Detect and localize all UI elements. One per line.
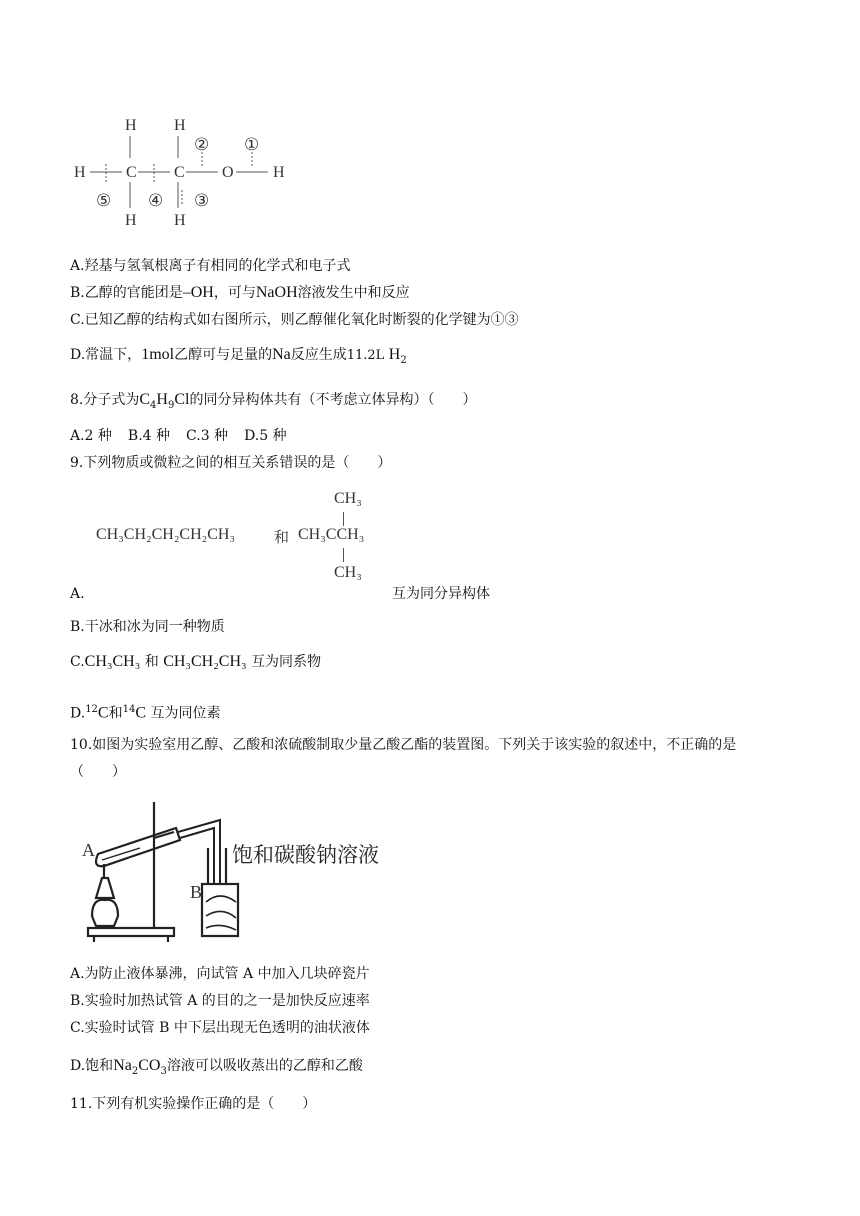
q10-d-na: Na — [113, 1057, 132, 1074]
q8-stem — [70, 390, 476, 416]
q9-a-text: 互为同分异构体 — [392, 586, 490, 602]
q10-option-c-text: C.实验时试管 B 中下层出现无色透明的油状液体 — [70, 1020, 370, 1036]
q9-d-label: D. — [70, 705, 86, 722]
q7-b-post: 溶液发生中和反应 — [297, 285, 410, 301]
q10-d-pre: D.饱和 — [70, 1058, 114, 1074]
q7-option-c-text: C.已知乙醇的结构式如右图所示，则乙醇催化氧化时断裂的化学键为①③ — [70, 312, 519, 328]
q8-option-a: A.2 种 — [70, 428, 112, 444]
q8-stem-pre: 8.分子式为 — [70, 392, 140, 408]
q7-d-h-sub: 2 — [400, 354, 407, 366]
q10-stem-paren: （ ） — [70, 764, 126, 780]
q9-structure-bottom: CH₃ — [334, 564, 362, 581]
atom-o: O — [222, 164, 234, 181]
q10-option-d — [70, 1056, 363, 1082]
q8-options — [70, 426, 287, 446]
atom-c-2: C — [174, 164, 185, 181]
q9-d-sup-14: 14 — [122, 704, 136, 715]
q9-a-label: A. — [70, 586, 85, 602]
q10-d-post: 溶液可以吸收蒸出的乙醇和乙酸 — [166, 1058, 363, 1074]
q10-stem-text: 10.如图为实验室用乙醇、乙酸和浓硫酸制取少量乙酸乙酯的装置图。下列关于该实验的叙述中，不正确的是 — [70, 737, 737, 753]
q9-stem-text: 9.下列物质或微粒之间的相互关系错误的是（ ） — [70, 455, 392, 471]
atom-h-right: H — [273, 164, 285, 181]
q10-d-na-sub: 2 — [131, 1065, 139, 1077]
q10-stem-cont — [70, 762, 126, 782]
q9-c-and: 和 — [144, 654, 159, 670]
fig-caption: 饱和碳酸钠溶液 — [232, 843, 379, 867]
q9-option-a — [70, 584, 570, 604]
q10-option-b — [70, 991, 370, 1011]
bond-label-4: ④ — [148, 191, 164, 210]
q7-option-c — [70, 310, 519, 330]
q9-structure-top: CH₃ — [334, 490, 362, 507]
q7-d-mid2: 反应生成 — [290, 347, 347, 363]
q7-option-a — [70, 256, 351, 276]
q11-stem — [70, 1094, 316, 1114]
q10-option-c — [70, 1018, 370, 1038]
q9-d-c2: C — [135, 704, 146, 722]
q8-option-b: B.4 种 — [127, 428, 171, 444]
bond-label-2: ② — [194, 135, 210, 154]
q9-d-and: 和 — [108, 705, 123, 722]
q8-formula-h: H — [156, 391, 168, 408]
q7-d-pre: D.常温下， — [70, 347, 142, 363]
q8-formula-c-sub: 4 — [150, 399, 157, 411]
q9-structure-right: CH₃CCH₃ — [298, 526, 365, 543]
q7-d-volume: 11.2L — [346, 348, 385, 363]
atom-h-top-2: H — [174, 117, 186, 134]
q7-b-pre: B.乙醇的官能团是 — [70, 285, 183, 301]
q9-d-sup-12: 12 — [85, 704, 98, 715]
q10-option-a — [70, 964, 370, 984]
q8-stem-post: 的同分异构体共有（不考虑立体异构）（ ） — [189, 392, 477, 408]
q9-c-formula-2: CH₃CH₂CH₃ — [163, 653, 247, 670]
q7-option-b — [70, 283, 410, 303]
q9-c-formula-1: CH₃CH₃ — [84, 653, 141, 670]
q7-option-d — [70, 345, 407, 371]
q10-stem — [70, 735, 736, 755]
q8-option-c: C.3 种 — [186, 428, 229, 444]
q9-stem — [70, 453, 391, 473]
q9-c-text: 互为同系物 — [251, 654, 322, 670]
bond-label-3: ③ — [194, 191, 210, 210]
q8-formula-c: C — [139, 391, 151, 408]
q7-b-reagent: NaOH — [255, 284, 298, 301]
bond-label-5: ⑤ — [96, 191, 112, 210]
q10-d-co-sub: 3 — [160, 1065, 167, 1077]
q9-structure-bottom-bond — [343, 548, 344, 562]
q9-option-d — [70, 700, 220, 724]
q7-b-mid: ，可与 — [213, 285, 256, 301]
q7-d-na: Na — [272, 346, 291, 363]
q7-d-mid: 乙醇可与足量的 — [174, 347, 273, 363]
q9-c-label: C. — [70, 654, 85, 670]
q8-formula-cl: Cl — [174, 391, 190, 408]
atom-h-top-1: H — [125, 117, 137, 134]
q9-d-text: 互为同位素 — [150, 705, 221, 722]
ethanol-structure-figure — [70, 110, 300, 235]
q10-d-co: CO — [138, 1057, 161, 1074]
ester-apparatus-figure — [80, 798, 400, 948]
q11-stem-text: 11.下列有机实验操作正确的是（ ） — [70, 1096, 317, 1112]
q9-option-c — [70, 652, 321, 672]
q10-option-b-text: B.实验时加热试管 A 的目的之一是加快反应速率 — [70, 993, 370, 1009]
q8-formula-h-sub: 9 — [167, 399, 175, 411]
q9-structure-image — [96, 490, 396, 582]
bond-label-1: ① — [244, 135, 260, 154]
q7-b-group: –OH — [182, 284, 214, 301]
fig-label-a: A — [82, 840, 95, 860]
q7-d-amount: 1mol — [141, 346, 175, 363]
q9-structure-and: 和 — [274, 528, 290, 546]
q9-option-b-text: B.干冰和冰为同一种物质 — [70, 619, 225, 635]
q9-option-b — [70, 617, 225, 637]
q9-structure-left: CH₃CH₂CH₂CH₂CH₃ — [96, 526, 236, 543]
q9-structure-top-bond — [343, 512, 344, 526]
q9-d-c1: C — [97, 704, 109, 722]
atom-h-bottom-1: H — [125, 212, 137, 229]
atom-h-bottom-2: H — [174, 212, 186, 229]
q7-option-a-text: A.羟基与氢氧根离子有相同的化学式和电子式 — [70, 258, 351, 274]
atom-h-left: H — [74, 164, 86, 181]
q10-option-a-text: A.为防止液体暴沸，向试管 A 中加入几块碎瓷片 — [70, 966, 370, 982]
fig-label-b: B — [190, 882, 203, 902]
atom-c-1: C — [126, 164, 137, 181]
q7-d-h: H — [388, 346, 401, 363]
q8-option-d: D.5 种 — [244, 428, 287, 444]
